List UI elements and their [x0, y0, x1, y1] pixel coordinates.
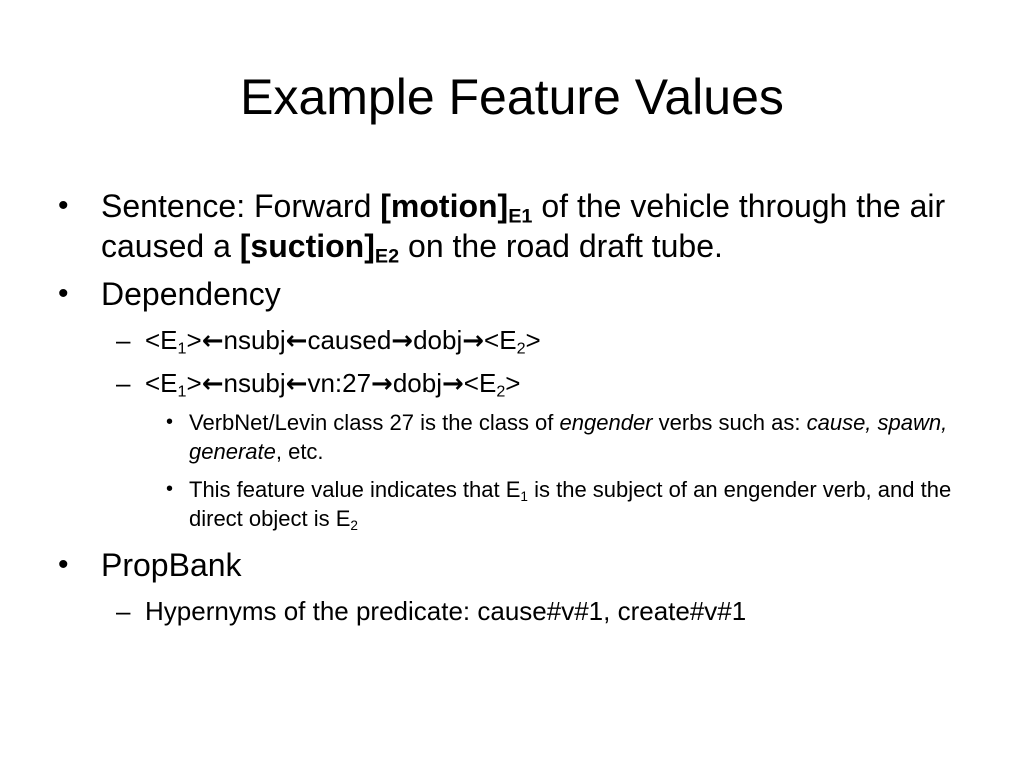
slide-content	[58, 186, 958, 635]
sentence-middle: of the vehicle through the air caused a	[101, 188, 946, 264]
dependency-label: Dependency	[101, 276, 281, 312]
dash-marker: –	[116, 596, 131, 626]
bullet-marker: •	[166, 478, 174, 500]
arrow-left-icon: ←	[285, 326, 308, 356]
sentence-prefix: Sentence: Forward	[101, 188, 381, 224]
note2-middle: is the subject of an engender verb, and the direct object is E	[189, 477, 952, 531]
entity-2-text: [suction]	[239, 228, 375, 264]
path-e2-close: >	[525, 325, 541, 355]
arrow-right-icon: →	[442, 369, 464, 399]
path-e1-open: <E	[145, 368, 178, 398]
note1-examples: cause, spawn, generate	[189, 410, 948, 464]
path-e2-close: >	[505, 368, 521, 398]
entity-1-text: [motion]	[380, 188, 509, 224]
bullet-marker: •	[58, 189, 69, 222]
path-verb: vn:27	[307, 368, 372, 398]
sentence-suffix: on the road draft tube.	[399, 228, 723, 264]
path-e2-sub: 2	[516, 339, 526, 358]
note-verbnet-class	[58, 408, 958, 466]
path-e1-sub: 1	[177, 382, 187, 401]
note2-e2-sub: 2	[350, 517, 358, 533]
propbank-hypernyms	[58, 593, 958, 630]
path-e1-sub: 1	[177, 339, 187, 358]
dependency-path-1	[58, 322, 958, 360]
arrow-right-icon: →	[371, 369, 393, 399]
entity-2-label: E2	[374, 245, 400, 268]
arrow-left-icon: ←	[201, 326, 224, 356]
bullet-marker: •	[58, 548, 69, 581]
path-verb: caused	[307, 325, 392, 355]
path-relation-dobj: dobj	[413, 325, 463, 355]
arrow-left-icon: ←	[285, 369, 308, 399]
path-relation-dobj: dobj	[392, 368, 442, 398]
bullet-propbank	[58, 545, 958, 585]
bullet-marker: •	[58, 277, 69, 310]
note2-e1-sub: 1	[520, 488, 528, 504]
note1-suffix: , etc.	[275, 439, 324, 464]
arrow-right-icon: →	[462, 326, 485, 356]
dependency-path-2	[58, 365, 958, 403]
dash-marker: –	[116, 325, 131, 355]
path-e1-close: >	[186, 325, 202, 355]
hypernyms-text: Hypernyms of the predicate: cause#v#1, create#v#1	[145, 596, 747, 626]
path-e2-open: <E	[484, 325, 517, 355]
arrow-right-icon: →	[391, 326, 414, 356]
entity-1-label: E1	[508, 205, 533, 228]
path-relation-nsubj: nsubj	[223, 368, 286, 398]
note-feature-meaning	[58, 475, 958, 533]
propbank-label: PropBank	[101, 547, 242, 583]
note2-prefix: This feature value indicates that E	[189, 477, 521, 502]
path-e1-open: <E	[145, 325, 178, 355]
slide-title: Example Feature Values	[240, 69, 784, 125]
path-relation-nsubj: nsubj	[223, 325, 286, 355]
note1-emphasis: engender	[559, 410, 653, 435]
arrow-left-icon: ←	[201, 369, 224, 399]
bullet-sentence	[58, 186, 958, 266]
path-e2-sub: 2	[496, 382, 506, 401]
path-e1-close: >	[186, 368, 202, 398]
note1-middle: verbs such as:	[652, 410, 807, 435]
path-e2-open: <E	[463, 368, 497, 398]
dash-marker: –	[116, 368, 131, 398]
bullet-dependency	[58, 274, 958, 314]
bullet-marker: •	[166, 411, 174, 433]
note1-prefix: VerbNet/Levin class 27 is the class of	[189, 410, 560, 435]
